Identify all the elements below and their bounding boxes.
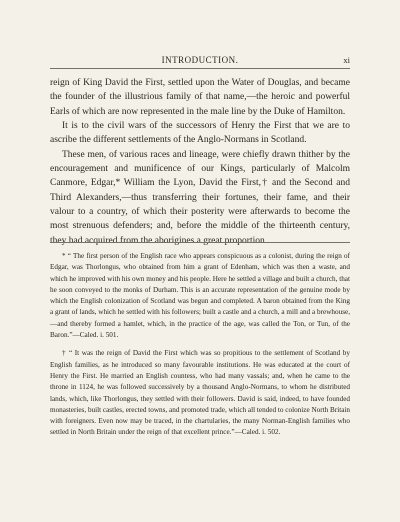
body-text — [50, 76, 350, 248]
body-paragraph: reign of King David the First, settled upon the Water of Douglas, and became the founder of the illustrious family of that name,—the heroic and powerful Earls of which are now represented in the male line by the Duke of Hamilton. — [50, 78, 350, 117]
footnote-text: “ The first person of the English race who appears conspicuous as a colonist, during the reign of Edgar, was Thorlongus, who obtained from him a grant of Edenham, which was then a waste, and which he improved with his own money and his people. Here he settled a village and built a church, that he soon conveyed to the monks of Durham. This is an accurate representation of the genuine mode by which the English colonization of Scotland was begun and completed. A baron obtained from the King a grant of lands, which he settled with his followers; built a castle and a church, a mill and a brewhouse,—and thereby formed a hamlet, which, in the practice of the age, was called the Ton, or Tun, of the Baron.”—Caled. i. 501. — [50, 252, 351, 340]
footnote — [50, 348, 350, 438]
page-number: xi — [343, 55, 350, 65]
footnote-mark: * — [62, 252, 66, 260]
footnote-rule — [50, 242, 350, 243]
footnote — [50, 251, 350, 341]
running-title: INTRODUCTION. — [161, 55, 239, 65]
body-paragraph: It is to the civil wars of the successors of Henry the First that we are to ascribe the different settlements of the Anglo-Normans in Scotland. — [50, 121, 350, 146]
header-rule — [50, 68, 350, 69]
body-paragraph: These men, of various races and lineage, were chiefly drawn thither by the encouragement and munificence of our Kings, particularly of Malcolm Canmore, Edgar,* William the Lyon, David the First,† and the Second and Third Alexanders,—thus transferring their fortunes, their fame, and their valour to a country, of which their posterity were afterwards to become the most strenuous defenders; and, before the middle of the thirteenth century, they had acquired from the aborigines a great proportion — [50, 149, 350, 246]
footnote-mark: † — [62, 349, 67, 358]
footnote-text: “ It was the reign of David the First which was so propitious to the settlement of Scotland by English families, as he introduced so many favourable institutions. He was educated at the court of Henry the First. He married an English countess, who had many vassals; and, when he came to the throne in 1124, he was followed successively by a thousand Anglo-Normans, to whom he distributed lands, which, like Thorlongus, they settled with their followers. David is said, indeed, to have founded monasteries, built castles, erected towns, and promoted trade, which all tended to colonize North Britain with foreigners. Even now may be traced, in the chartularies, the many Norman-English families who settled in North Britain under the reign of that excellent prince.”—Caled. i. 502. — [50, 349, 350, 437]
running-head — [0, 53, 400, 67]
footnotes — [50, 251, 350, 439]
